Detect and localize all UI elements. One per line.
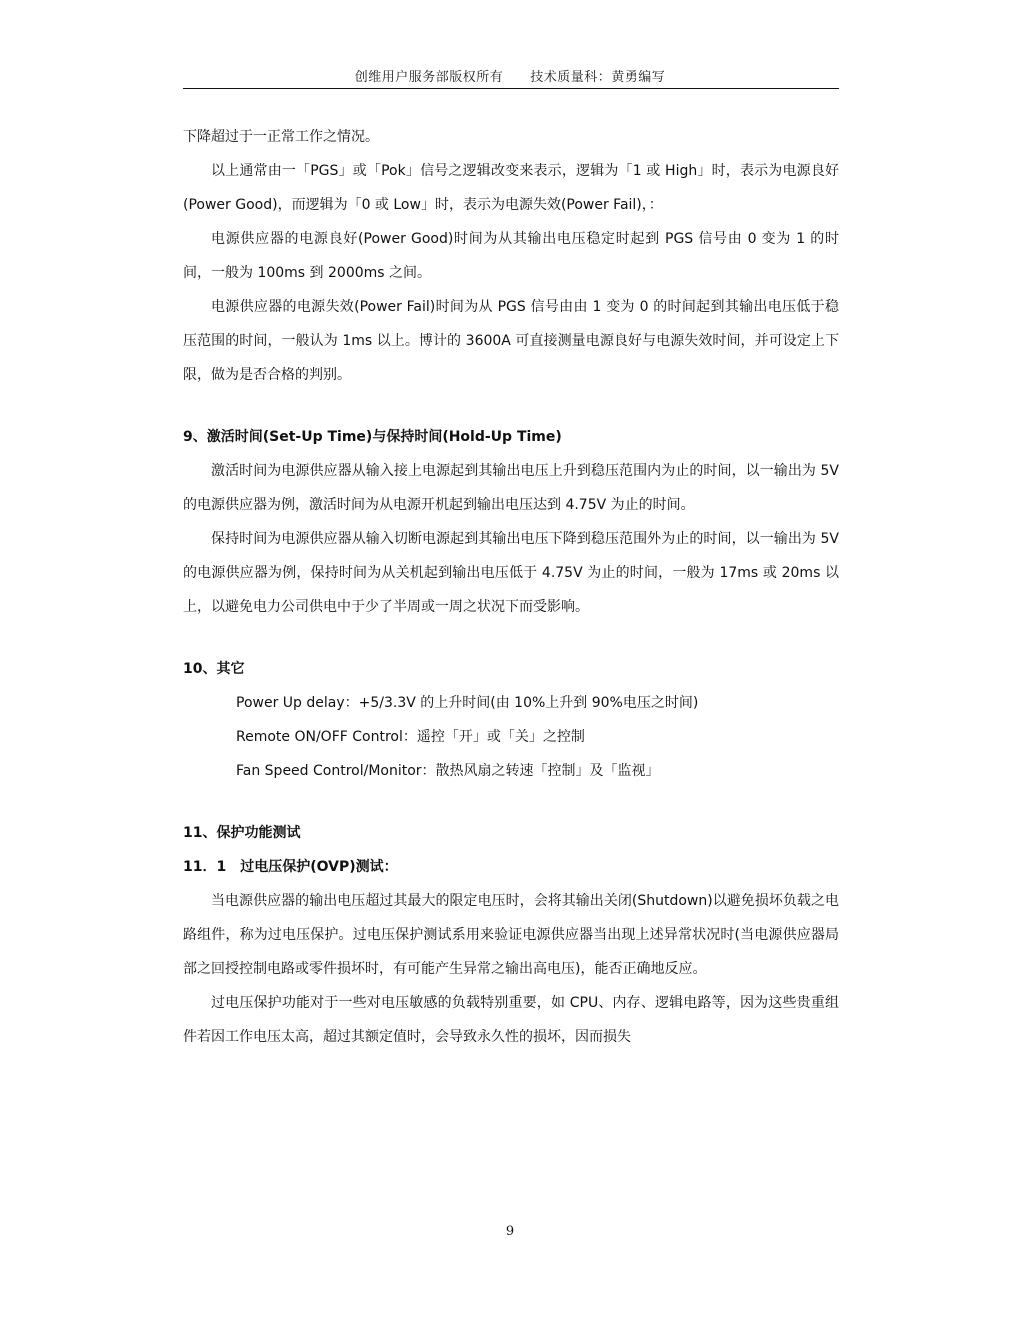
section-11-heading: 11、保护功能测试 — [183, 825, 301, 841]
list-item-power-up-delay: Power Up delay：+5/3.3V 的上升时间(由 10%上升到 90%电压之时间) — [236, 695, 699, 711]
document-body — [183, 120, 839, 1054]
header-divider — [183, 88, 839, 89]
paragraph-holdup-time: 保持时间为电源供应器从输入切断电源起到其输出电压下降到稳压范围外为止的时间，以一输出为 5V 的电源供应器为例，保持时间为从关机起到输出电压低于 4.75V 为止的时间，一般为 17ms 或 20ms 以上，以避免电力公司供电中于少了半周或一周之状况下而受影响。 — [183, 531, 839, 615]
paragraph-pgs-logic: 以上通常由一「PGS」或「Pok」信号之逻辑改变来表示，逻辑为「1 或 High」时，表示为电源良好(Power Good)，而逻辑为「0 或 Low」时，表示为电源失效(Power Fail)，： — [183, 163, 839, 213]
section-9-heading: 9、激活时间(Set-Up Time)与保持时间(Hold-Up Time) — [183, 429, 562, 445]
spacer — [183, 624, 839, 652]
paragraph-continuation: 下降超过于一正常工作之情况。 — [183, 129, 379, 145]
paragraph-setup-time: 激活时间为电源供应器从输入接上电源起到其输出电压上升到稳压范围内为止的时间，以一输出为 5V 的电源供应器为例，激活时间为从电源开机起到输出电压达到 4.75V 为止的时间。 — [183, 463, 839, 513]
page-header: 创维用户服务部版权所有 技术质量科：黄勇编写 — [354, 70, 666, 85]
paragraph-ovp-definition: 当电源供应器的输出电压超过其最大的限定电压时，会将其输出关闭(Shutdown)以避免损坏负载之电路组件，称为过电压保护。过电压保护测试系用来验证电源供应器当出现上述异常状况时(当电源供应器局部之回授控制电路或零件损坏时，有可能产生异常之输出高电压)，能否正确地反应。 — [183, 893, 839, 977]
page-number: 9 — [505, 1224, 515, 1239]
spacer — [183, 392, 839, 420]
list-item-remote-control: Remote ON/OFF Control：遥控「开」或「关」之控制 — [236, 729, 585, 745]
section-10-heading: 10、其它 — [183, 661, 245, 677]
paragraph-power-fail: 电源供应器的电源失效(Power Fail)时间为从 PGS 信号由由 1 变为 0 的时间起到其输出电压低于稳压范围的时间，一般认为 1ms 以上。博计的 3600A 可直接测量电源良好与电源失效时间，并可设定上下限，做为是否合格的判别。 — [183, 299, 839, 383]
list-item-fan-speed: Fan Speed Control/Monitor：散热风扇之转速「控制」及「监视」 — [236, 763, 660, 779]
section-11-1-heading: 11．1 过电压保护(OVP)测试： — [183, 859, 398, 875]
paragraph-ovp-importance: 过电压保护功能对于一些对电压敏感的负载特别重要，如 CPU、内存、逻辑电路等，因为这些贵重组件若因工作电压太高，超过其额定值时，会导致永久性的损坏，因而损失 — [183, 995, 839, 1045]
paragraph-power-good: 电源供应器的电源良好(Power Good)时间为从其输出电压稳定时起到 PGS 信号由 0 变为 1 的时间，一般为 100ms 到 2000ms 之间。 — [183, 231, 839, 281]
spacer — [183, 788, 839, 816]
